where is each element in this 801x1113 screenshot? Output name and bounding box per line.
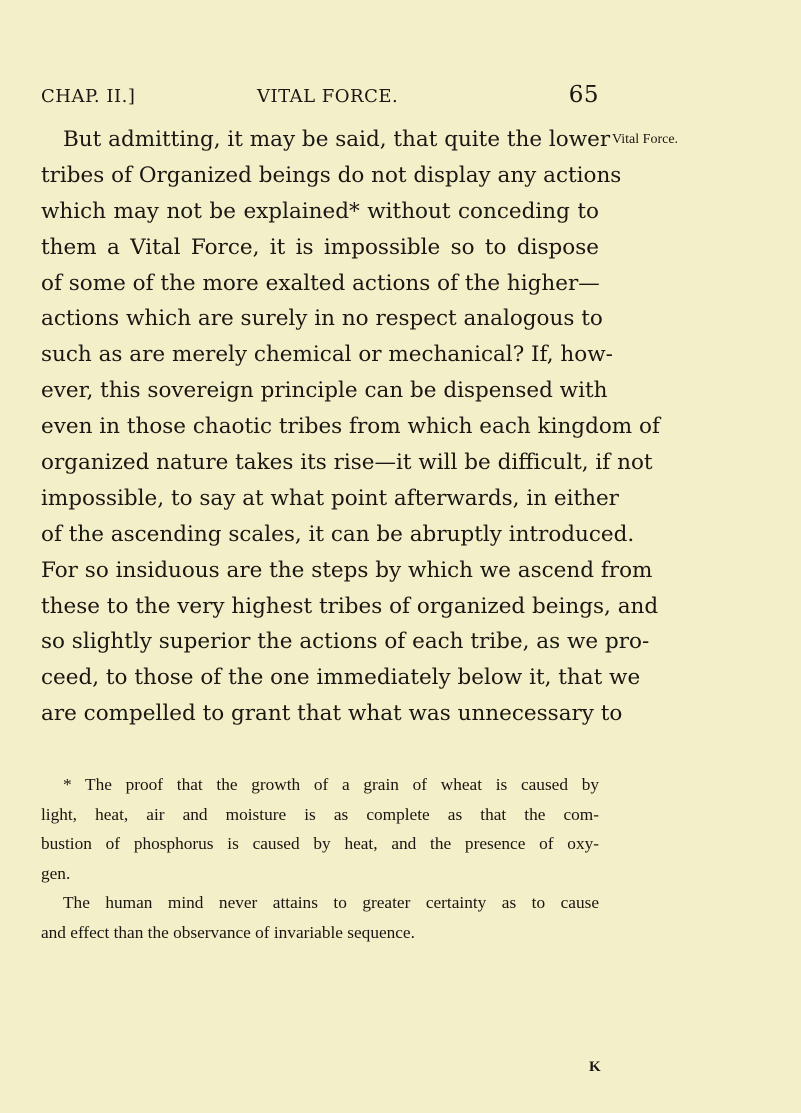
body-line: such as are merely chemical or mechanical? If, how-	[41, 342, 613, 368]
page-number: 65	[568, 82, 599, 108]
body-line: impossible, to say at what point afterwards, in either	[41, 485, 619, 511]
body-line: ceed, to those of the one immediately below it, that we	[41, 665, 641, 691]
footnote-line: gen.	[41, 863, 71, 883]
running-head	[41, 82, 599, 114]
signature-mark: K	[589, 1059, 601, 1075]
body-line: tribes of Organized beings do not display any actions	[41, 162, 622, 188]
margin-note: Vital Force.	[612, 132, 679, 147]
body-line: them a Vital Force, it is impossible so to dispose	[41, 234, 599, 260]
footnote	[41, 770, 599, 947]
chapter-label: CHAP. II.]	[41, 86, 136, 107]
body-line: even in those chaotic tribes from which each kingdom of	[41, 414, 660, 440]
footnote-line: bustion of phosphorus is caused by heat, and the presence of oxy-	[41, 834, 599, 853]
body-line: But admitting, it may be said, that quite the lower	[63, 127, 611, 152]
footnote-line: * The proof that the growth of a grain of wheat is caused by	[63, 775, 599, 794]
body-line: these to the very highest tribes of organized beings, and	[41, 593, 659, 619]
running-title: VITAL FORCE.	[257, 86, 399, 107]
footnote-line: light, heat, air and moisture is as complete as that the com-	[41, 804, 599, 824]
body-line: which may not be explained* without conceding to	[41, 198, 599, 224]
body-line: are compelled to grant that what was unnecessary to	[41, 701, 623, 727]
body-line: organized nature takes its rise—it will be difficult, if not	[41, 450, 653, 476]
body-line: so slightly superior the actions of each tribe, as we pro-	[41, 629, 650, 655]
body-line: of the ascending scales, it can be abruptly introduced.	[41, 521, 635, 547]
body-line: For so insiduous are the steps by which we ascend from	[41, 557, 653, 583]
body-text	[41, 122, 660, 732]
footnote-line: The human mind never attains to greater certainty as to cause	[63, 893, 599, 912]
body-line: actions which are surely in no respect analogous to	[41, 306, 603, 332]
body-line: ever, this sovereign principle can be dispensed with	[41, 378, 608, 404]
footnote-line: and effect than the observance of invariable sequence.	[41, 922, 415, 942]
body-line: of some of the more exalted actions of the higher—	[41, 270, 600, 296]
